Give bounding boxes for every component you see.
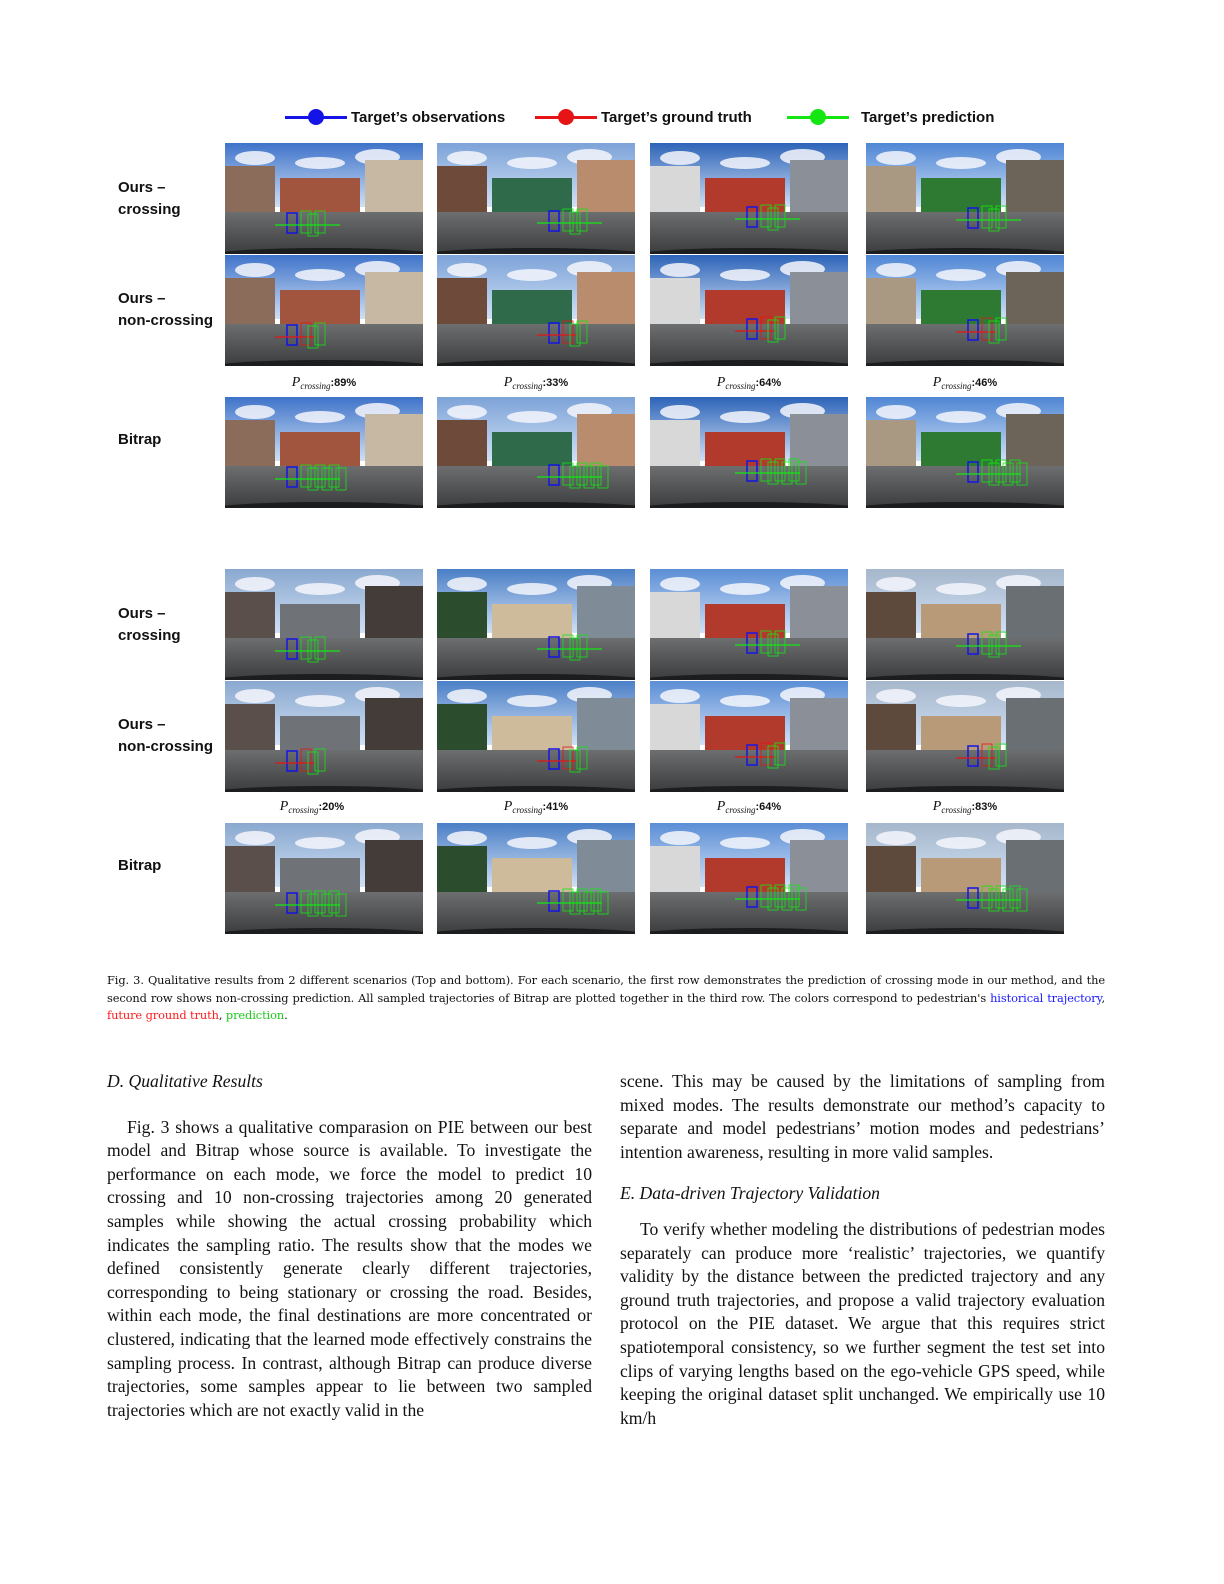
legend-red-marker: [535, 106, 597, 128]
trajectory-overlay: [650, 255, 848, 366]
legend-item-observations: [285, 106, 505, 128]
scene-image: [866, 255, 1064, 366]
crossing-probability: $P_{crossing}:64\%$: [716, 375, 782, 391]
crossing-probability: $P_{crossing}:46\%$: [932, 375, 998, 391]
scene-image: [866, 569, 1064, 680]
trajectory-overlay: [650, 823, 848, 934]
caption-blue-term: historical trajectory: [990, 990, 1102, 1005]
trajectory-overlay: [225, 569, 423, 680]
trajectory-overlay: [437, 397, 635, 508]
body-paragraph: scene. This may be caused by the limitations of sampling from mixed modes. The results demonstrate our method’s capacity to separate and model pedestrians’ motion modes and pedestrians’ intention awareness, resulting in more valid samples.: [620, 1071, 1105, 1162]
scene-image: [437, 255, 635, 366]
scene-image: [225, 143, 423, 254]
trajectory-overlay: [650, 143, 848, 254]
crossing-probability: $P_{crossing}:83\%$: [932, 799, 998, 815]
row-label-ours-noncrossing: Ours – non-crossing: [118, 290, 214, 329]
scene-image: [650, 255, 848, 366]
scene-image: [650, 823, 848, 934]
trajectory-overlay: [437, 823, 635, 934]
caption-red-term: future ground truth: [107, 1008, 219, 1022]
scene-image: [225, 569, 423, 680]
legend-label: Target’s ground truth: [601, 108, 752, 126]
scene-image: [225, 823, 423, 934]
scene-image: [225, 255, 423, 366]
trajectory-overlay: [650, 681, 848, 792]
scene-image: [437, 681, 635, 792]
legend-label: Target’s observations: [351, 108, 506, 126]
row-label-ours-crossing: Ours – crossing: [118, 605, 181, 644]
scene-image: [866, 143, 1064, 254]
trajectory-overlay: [866, 569, 1064, 680]
row-label-ours-crossing: Ours – crossing: [118, 179, 181, 218]
trajectory-overlay: [225, 397, 423, 508]
section-heading: E. Data-driven Trajectory Validation: [620, 1183, 880, 1204]
trajectory-overlay: [650, 569, 848, 680]
crossing-probability: $P_{crossing}:89\%$: [291, 375, 357, 391]
trajectory-overlay: [225, 255, 423, 366]
scene-image: [650, 681, 848, 792]
scene-image: [866, 397, 1064, 508]
legend-item-prediction: [787, 106, 994, 128]
scene-image: [437, 569, 635, 680]
figure-legend: [285, 106, 1015, 128]
scene-image: [866, 681, 1064, 792]
scene-image: [650, 569, 848, 680]
trajectory-overlay: [866, 255, 1064, 366]
trajectory-overlay: [437, 569, 635, 680]
trajectory-overlay: [866, 397, 1064, 508]
row-label-ours-noncrossing: Ours – non-crossing: [118, 716, 214, 755]
scene-image: [866, 823, 1064, 934]
legend-green-marker: [787, 106, 849, 128]
legend-item-ground-truth: [535, 106, 752, 128]
trajectory-overlay: [225, 823, 423, 934]
trajectory-overlay: [866, 681, 1064, 792]
legend-blue-marker: [285, 106, 347, 128]
scene-image: [437, 823, 635, 934]
legend-label: Target’s prediction: [861, 108, 995, 126]
body-paragraph: Fig. 3 shows a qualitative comparasion on PIE between our best model and Bitrap whose source is available. To investigate the performance on each mode, we force the model to predict 10 crossing and 10 non-crossing trajectories among 20 generated samples while showing the actual crossing probability which indicates the sampling ratio. The results show that the modes we defined consistently generate clearly different trajectories, corresponding to being stationary or crossing the road. Besides, within each mode, the final destinations are more concentrated or clustered, indicating that the learned mode effectively constrains the sampling process. In contrast, although Bitrap can produce diverse trajectories, some samples appear to lie between two sampled trajectories which are not exactly valid in the: [107, 1116, 592, 1420]
crossing-probability: $P_{crossing}:20\%$: [279, 799, 345, 815]
trajectory-overlay: [437, 255, 635, 366]
trajectory-overlay: [225, 681, 423, 792]
scene-image: [437, 143, 635, 254]
body-paragraph: To verify whether modeling the distributions of pedestrian modes separately can produce more ‘realistic’ trajectories, we quantify validity by the distance between the predicted trajectory and any ground truth trajectories, and propose a valid trajectory evaluation protocol on the PIE dataset. We argue that this requires strict spatiotemporal consistency, so we further segment the test set into clips of varying lengths based on the ego-vehicle GPS speed, while keeping the original dataset split unchanged. We empirically use 10 km/h: [620, 1218, 1105, 1428]
trajectory-overlay: [866, 143, 1064, 254]
trajectory-overlay: [437, 681, 635, 792]
left-column: [107, 1070, 592, 1422]
trajectory-overlay: [437, 143, 635, 254]
row-label-bitrap: Bitrap: [118, 431, 162, 448]
trajectory-overlay: [650, 397, 848, 508]
right-column: [620, 1070, 1105, 1430]
trajectory-overlay: [866, 823, 1064, 934]
trajectory-overlay: [225, 143, 423, 254]
scene-image: [650, 397, 848, 508]
section-heading: D. Qualitative Results: [107, 1071, 263, 1091]
scene-image: [437, 397, 635, 508]
crossing-probability: $P_{crossing}:64\%$: [716, 799, 782, 815]
figure-caption: Fig. 3. Qualitative results from 2 different scenarios (Top and bottom). For each scenario, the first row demonstrates the prediction of crossing mode in our method, and the second row shows non-crossing prediction. All sampled trajectories of Bitrap are plotted together in the third row. The colors correspond to pedestrian's historical trajectory, future ground truth, prediction.: [107, 973, 1105, 1022]
crossing-probability: $P_{crossing}:41\%$: [503, 799, 569, 815]
row-label-bitrap: Bitrap: [118, 857, 162, 874]
scene-image: [225, 397, 423, 508]
scene-image: [650, 143, 848, 254]
scene-image: [225, 681, 423, 792]
caption-green-term: prediction: [225, 1008, 285, 1022]
crossing-probability: $P_{crossing}:33\%$: [503, 375, 569, 391]
